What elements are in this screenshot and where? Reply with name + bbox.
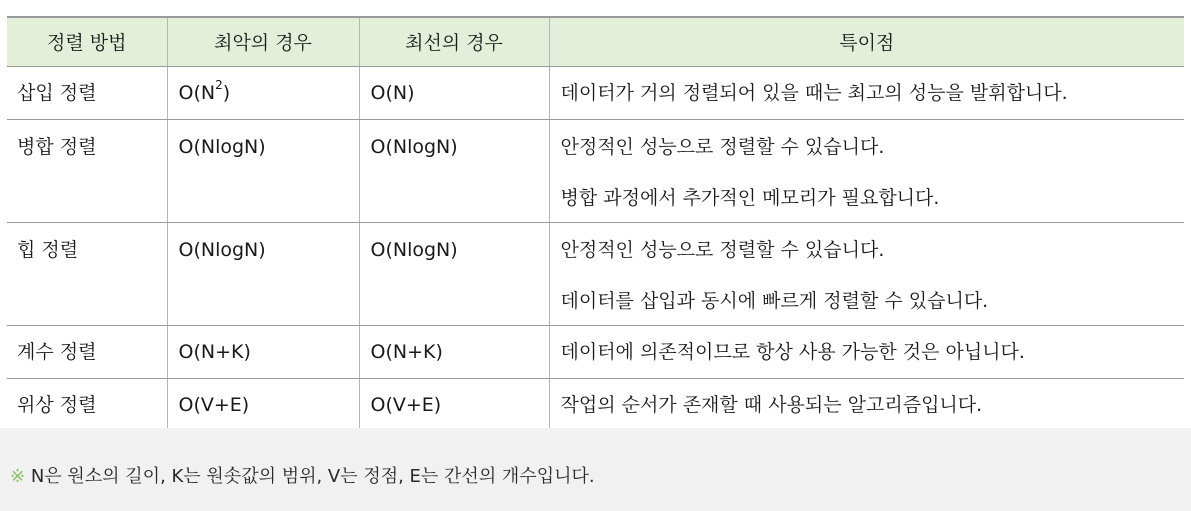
sorting-comparison-table (7, 16, 1184, 433)
note-line: 병합 과정에서 추가적인 메모리가 필요합니다. (560, 186, 940, 209)
method-label: 계수 정렬 (17, 340, 97, 363)
cell-worst-case (167, 378, 359, 432)
table-row-heap-sort (7, 222, 1184, 325)
cell-worst-case (167, 66, 359, 119)
table-row-topological-sort (7, 378, 1184, 432)
cell-worst-case (167, 325, 359, 378)
header-method: 정렬 방법 (7, 17, 167, 66)
cell-method (7, 66, 167, 119)
cell-notes (549, 119, 1184, 222)
table-header-row (7, 17, 1184, 66)
best-case-value: O(V+E) (370, 393, 442, 416)
cell-worst-case (167, 119, 359, 222)
note-line: 안정적인 성능으로 정렬할 수 있습니다. (560, 135, 885, 158)
note-line: 작업의 순서가 존재할 때 사용되는 알고리즘입니다. (560, 393, 983, 416)
footnote-text: N은 원소의 길이, K는 원솟값의 범위, V는 정점, E는 간선의 개수입니다. (30, 466, 595, 487)
cell-best-case (359, 66, 549, 119)
cell-method (7, 222, 167, 325)
cell-notes (549, 325, 1184, 378)
best-case-value: O(NlogN) (370, 238, 458, 261)
header-worst-case: 최악의 경우 (167, 17, 359, 66)
sorting-comparison-table-wrapper (7, 16, 1184, 433)
footnote-panel (0, 428, 1191, 511)
worst-case-value: O(NlogN) (178, 238, 266, 261)
cell-worst-case (167, 222, 359, 325)
note-line: 안정적인 성능으로 정렬할 수 있습니다. (560, 238, 885, 261)
table-row-merge-sort (7, 119, 1184, 222)
header-notes: 특이점 (549, 17, 1184, 66)
header-best-case: 최선의 경우 (359, 17, 549, 66)
worst-case-value: O(NlogN) (178, 135, 266, 158)
cell-notes (549, 378, 1184, 432)
worst-case-close: ) (222, 81, 231, 104)
table-row-insertion-sort (7, 66, 1184, 119)
note-line: 데이터를 삽입과 동시에 빠르게 정렬할 수 있습니다. (560, 289, 989, 312)
best-case-value: O(N+K) (370, 340, 443, 363)
worst-case-value (179, 67, 359, 119)
method-label: 병합 정렬 (17, 135, 97, 158)
cell-method (7, 378, 167, 432)
cell-notes (549, 222, 1184, 325)
best-case-value: O(NlogN) (370, 135, 458, 158)
worst-case-value: O(N+K) (178, 340, 251, 363)
method-label: 삽입 정렬 (17, 81, 97, 104)
cell-best-case (359, 222, 549, 325)
note-line: 데이터가 거의 정렬되어 있을 때는 최고의 성능을 발휘합니다. (560, 81, 1068, 104)
cell-method (7, 325, 167, 378)
method-label: 힙 정렬 (17, 238, 79, 261)
worst-case-exponent: 2 (215, 77, 223, 92)
cell-best-case (359, 119, 549, 222)
cell-best-case (359, 325, 549, 378)
worst-case-base: O(N (178, 81, 216, 104)
best-case-value: O(N) (370, 81, 415, 104)
cell-notes (549, 66, 1184, 119)
table-row-counting-sort (7, 325, 1184, 378)
method-label: 위상 정렬 (17, 393, 97, 416)
footnote (10, 462, 595, 488)
note-line: 데이터에 의존적이므로 항상 사용 가능한 것은 아닙니다. (560, 340, 1025, 363)
cell-method (7, 119, 167, 222)
cell-best-case (359, 378, 549, 432)
reference-mark-icon: ※ (10, 466, 26, 487)
worst-case-value: O(V+E) (178, 393, 250, 416)
